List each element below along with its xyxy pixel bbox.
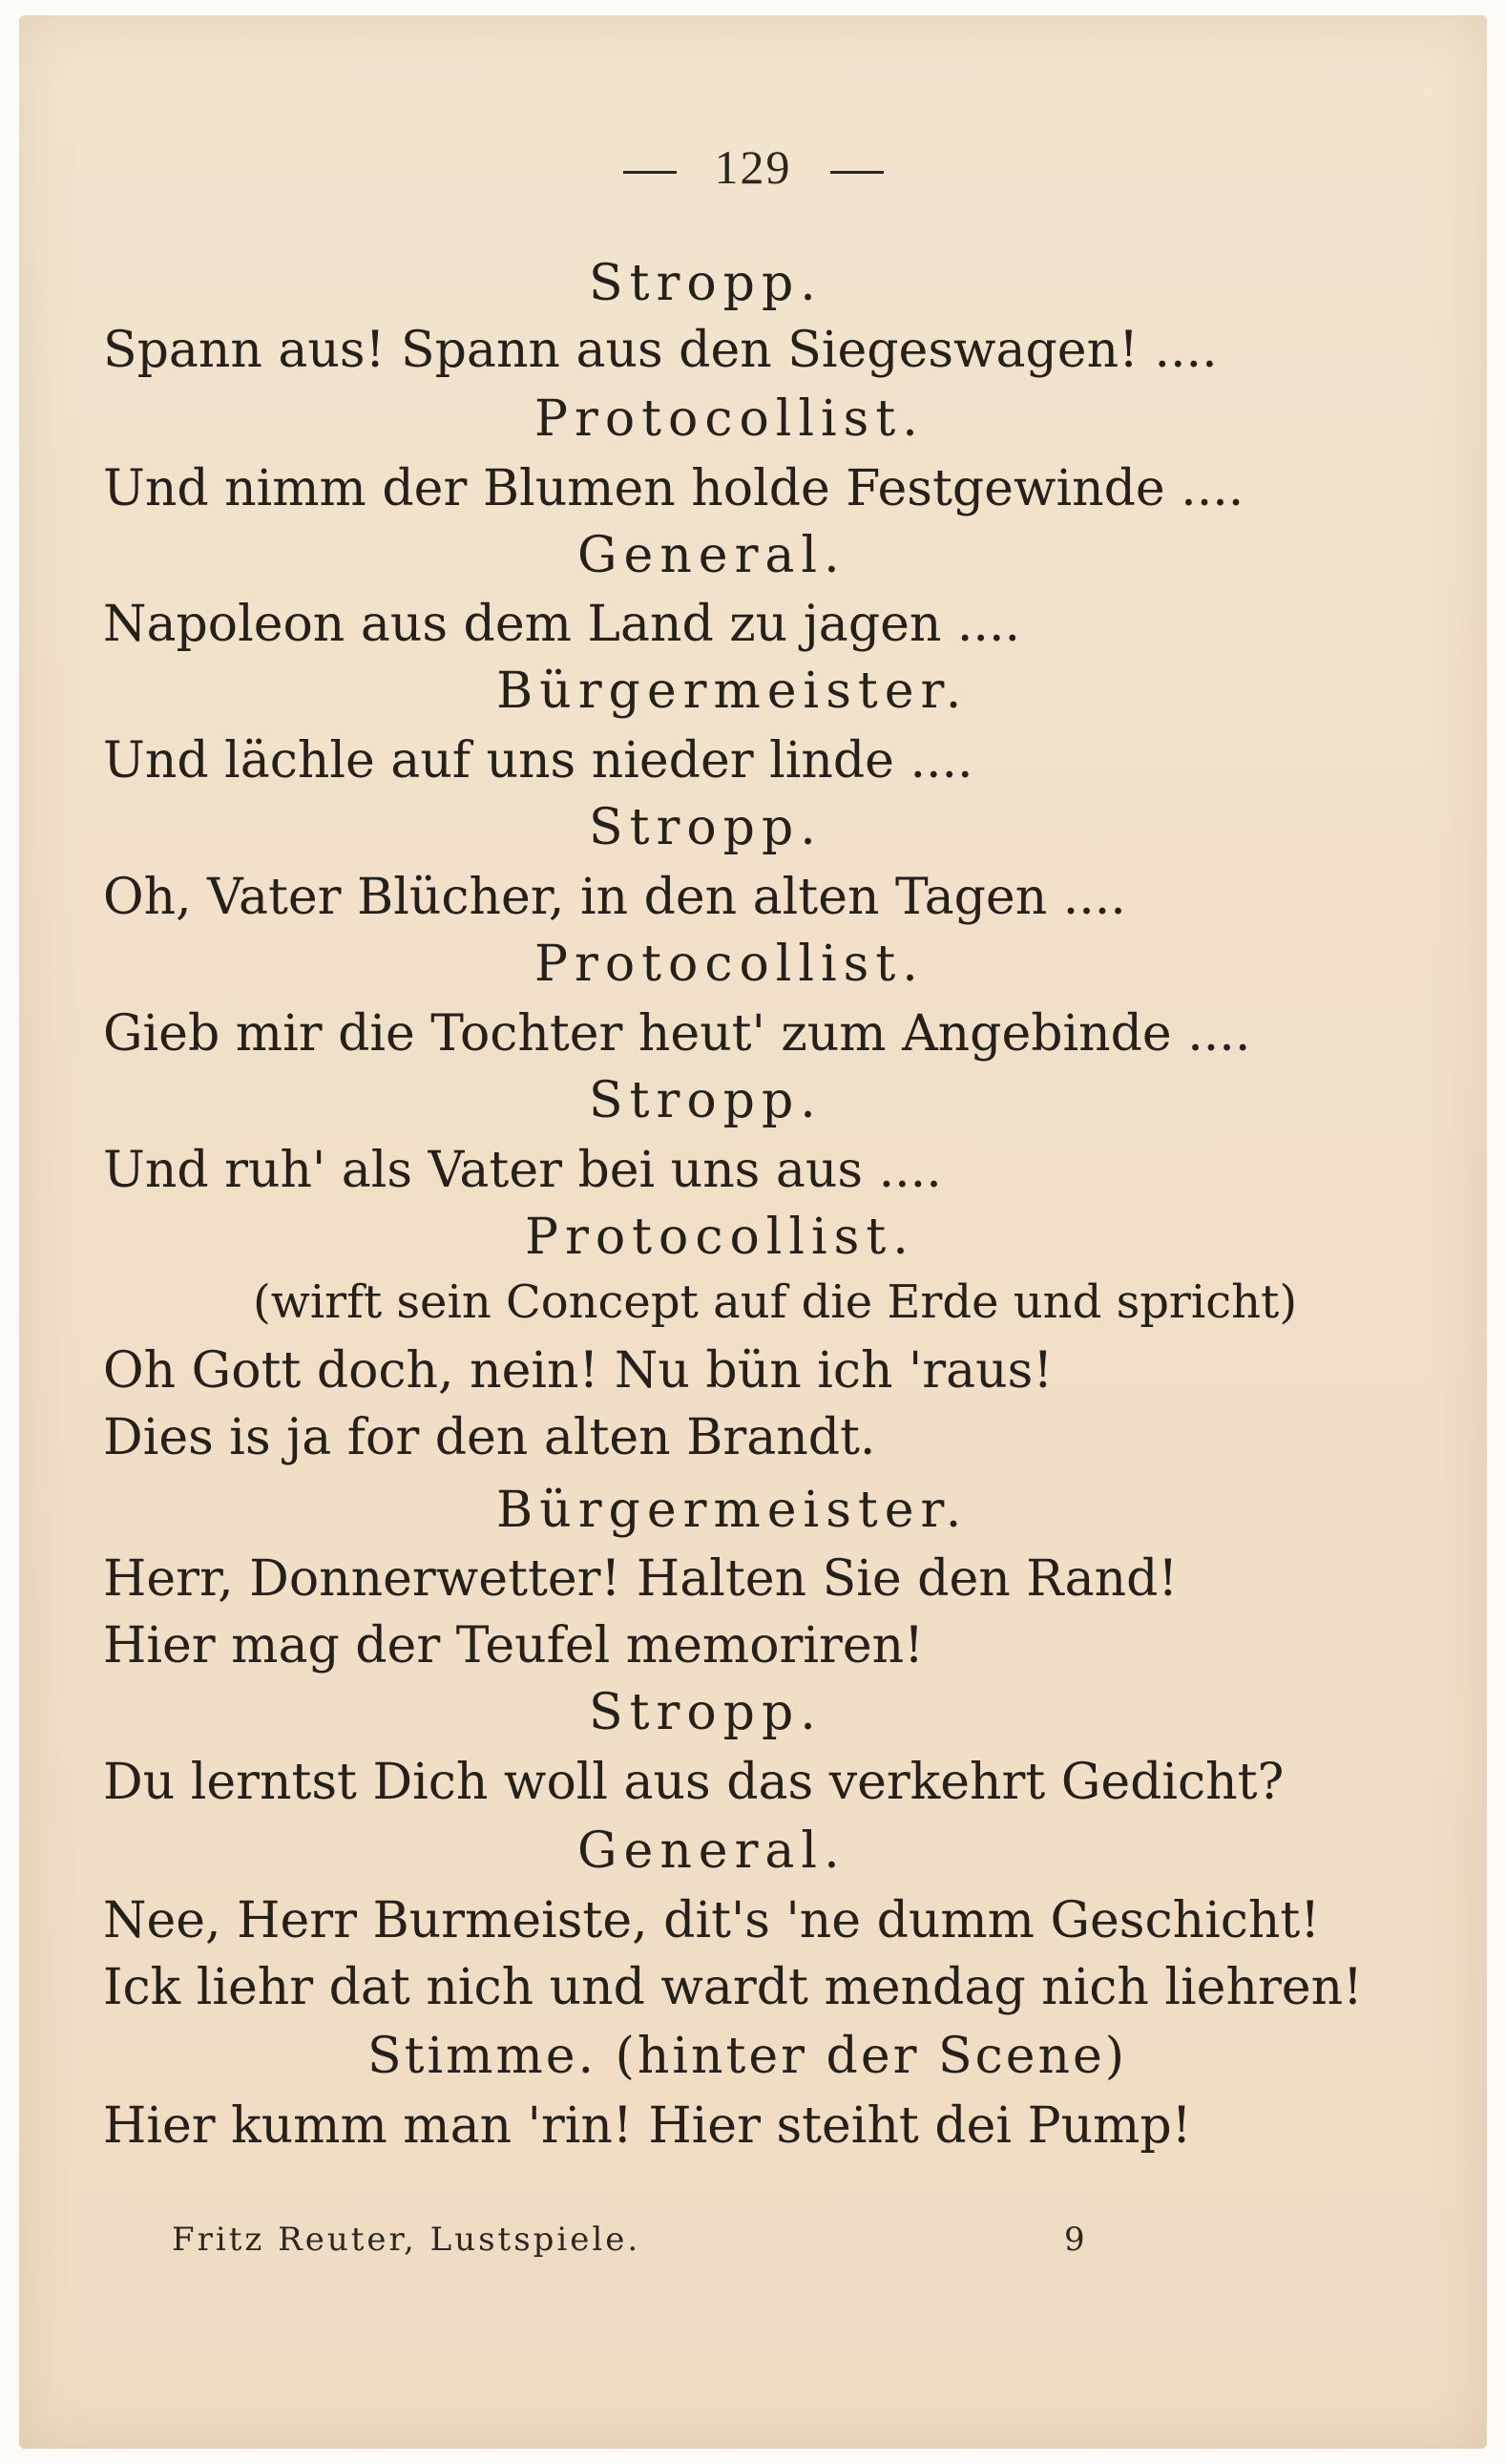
verse-line: Ick liehr dat nich und wardt mendag nich liehren!	[103, 1959, 1363, 2016]
speaker-line: Stropp.	[589, 255, 823, 312]
verse-line: Du lerntst Dich woll aus das verkehrt Gedicht?	[103, 1754, 1285, 1811]
signature-mark: 9	[1064, 2221, 1085, 2259]
speaker-line: Stropp.	[589, 1072, 823, 1129]
verse-line: Oh, Vater Blücher, in den alten Tagen ....	[103, 869, 1126, 926]
verse-line: Und nimm der Blumen holde Festgewinde ....	[103, 460, 1245, 517]
verse-line: Und ruh' als Vater bei uns aus ....	[103, 1142, 942, 1199]
page-header	[19, 139, 1487, 195]
verse-line: Herr, Donnerwetter! Halten Sie den Rand!	[103, 1550, 1179, 1608]
verse-line: Dies is ja for den alten Brandt.	[103, 1409, 876, 1466]
speaker-line: Stropp.	[589, 799, 823, 856]
verse-line: Und lächle auf uns nieder linde ....	[103, 732, 973, 790]
speaker-line: Protocollist.	[534, 390, 925, 448]
speaker-line: Bürgermeister.	[496, 663, 969, 720]
verse-line: Hier mag der Teufel memoriren!	[103, 1617, 925, 1674]
speaker-line: Stropp.	[589, 1684, 823, 1741]
verse-line: Hier kumm man 'rin! Hier steiht dei Pump!	[103, 2097, 1192, 2155]
header-dash-left	[623, 171, 677, 174]
page-number: 129	[714, 140, 792, 194]
speaker-line: General.	[577, 527, 847, 584]
verse-line: Nee, Herr Burmeiste, dit's 'ne dumm Geschicht!	[103, 1892, 1321, 1949]
stage-direction: (wirft sein Concept auf die Erde und spricht)	[253, 1275, 1298, 1329]
verse-line: Spann aus! Spann aus den Siegeswagen! ....	[103, 322, 1218, 379]
speaker-line: Protocollist.	[525, 1209, 915, 1266]
verse-line: Oh Gott doch, nein! Nu bün ich 'raus!	[103, 1342, 1054, 1400]
book-page	[19, 15, 1487, 2449]
verse-line: Gieb mir die Tochter heut' zum Angebinde ....	[103, 1005, 1251, 1063]
speaker-line: Bürgermeister.	[496, 1482, 969, 1539]
speaker-line: Stimme. (hinter der Scene)	[367, 2028, 1128, 2085]
verse-line: Napoleon aus dem Land zu jagen ....	[103, 596, 1021, 653]
header-dash-right	[830, 171, 884, 174]
speaker-line: Protocollist.	[534, 936, 925, 993]
footer-signature: Fritz Reuter, Lustspiele.	[172, 2221, 641, 2259]
speaker-line: General.	[577, 1822, 847, 1880]
